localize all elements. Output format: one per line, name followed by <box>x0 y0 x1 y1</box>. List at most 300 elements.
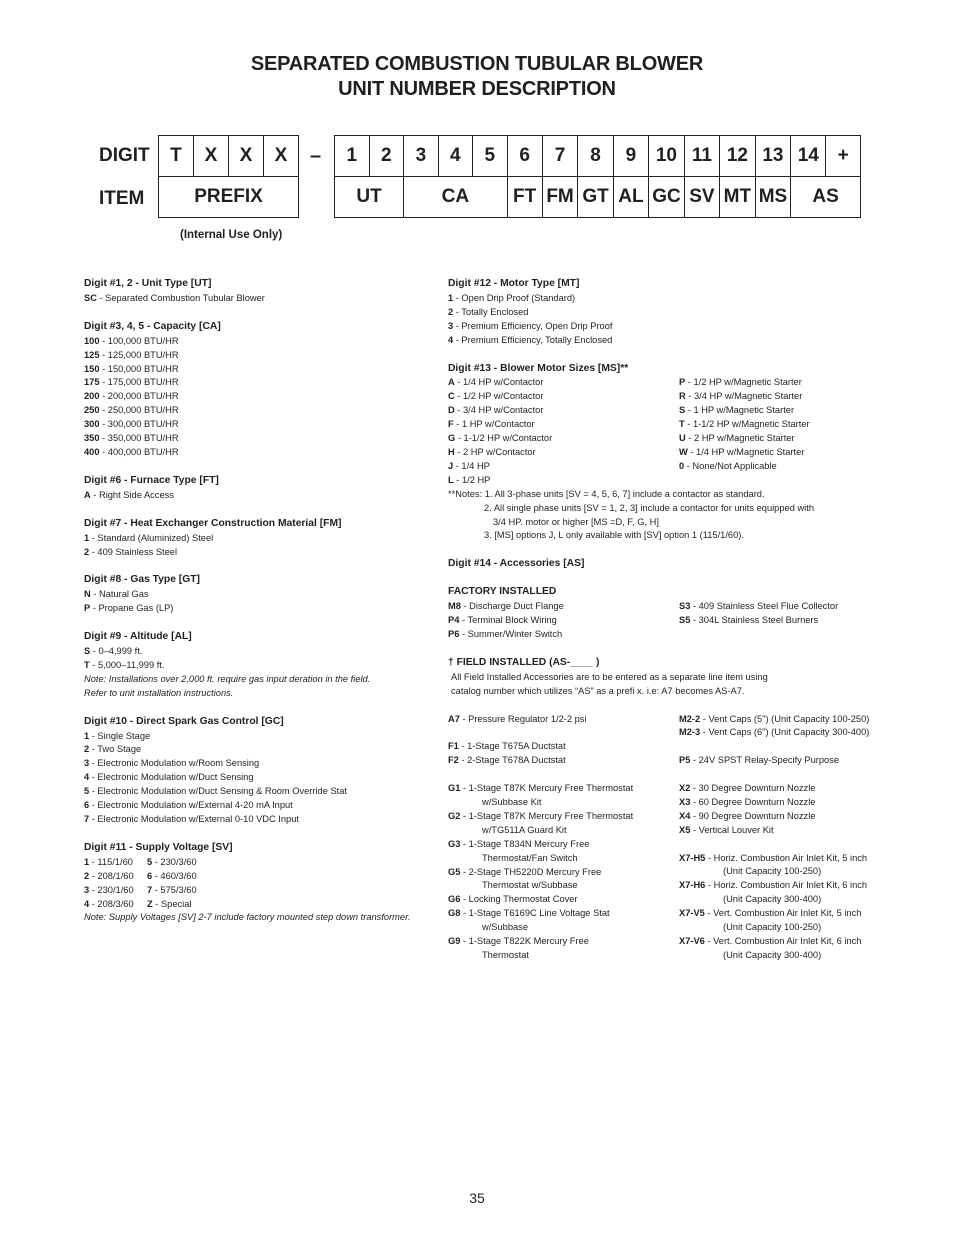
spec-pair-line <box>84 870 434 884</box>
digit-row-label: DIGIT <box>99 145 150 166</box>
spec-desc: Thermostat w/Subbase <box>482 880 578 891</box>
spec-desc: Thermostat <box>482 949 530 960</box>
spec-line <box>84 546 434 560</box>
spec-desc: - 1/4 HP w/Magnetic Starter <box>687 446 805 457</box>
spec-desc: - 1/2 HP <box>453 474 491 485</box>
spec-desc: - Single Stage <box>89 730 151 741</box>
spec-code: G9 <box>448 936 461 947</box>
spec-code: H <box>448 446 455 457</box>
internal-use-note: (Internal Use Only) <box>180 229 283 241</box>
spec-desc: - Standard (Aluminized) Steel <box>89 532 214 543</box>
spec-desc: - Special <box>152 898 192 909</box>
note-line: 3. [MS] options J, L only available with [SV] option 1 (115/1/60). <box>484 530 744 541</box>
section-heading: Digit #14 - Accessories [AS] <box>448 558 585 570</box>
spec-line <box>84 292 434 306</box>
spec-code: D <box>448 405 455 416</box>
digit-cell: 5 <box>473 136 507 177</box>
spec-pair-line <box>84 856 434 870</box>
spec-pair-cell <box>679 404 794 418</box>
digit-cell: 8 <box>578 136 613 177</box>
section-heading: Digit #7 - Heat Exchanger Construction Material [FM] <box>84 517 342 529</box>
note-line: 2. All single phase units [SV = 1, 2, 3] include a contactor for units equipped with <box>484 502 814 513</box>
spec-desc: - 208/1/60 <box>89 870 134 881</box>
accessory-line <box>448 866 679 880</box>
spec-code: P <box>84 603 91 614</box>
note-line: catalog number which utilizes “AS” as a prefi x. i.e: A7 becomes AS-A7. <box>451 685 745 696</box>
spec-line <box>84 659 434 673</box>
digit-cell: 10 <box>649 136 685 177</box>
spec-desc: - 125,000 BTU/HR <box>99 349 179 360</box>
spec-desc: - 1/2 HP w/Contactor <box>454 391 544 402</box>
prefix-digit-cell: X <box>228 136 263 177</box>
spec-code: 150 <box>84 363 100 374</box>
spec-code: G1 <box>448 783 461 794</box>
spec-code: M2-3 <box>679 727 701 738</box>
spec-pair-line <box>448 404 888 418</box>
accessory-line <box>448 879 679 893</box>
spec-desc: - Vert. Combustion Air Inlet Kit, 6 inch <box>704 936 862 947</box>
digit-cell: 14 <box>791 136 826 177</box>
spec-line <box>84 730 434 744</box>
accessory-line <box>448 713 679 727</box>
digit-cell: 2 <box>369 136 404 177</box>
page-title-line-2: UNIT NUMBER DESCRIPTION <box>338 78 616 100</box>
accessory-line <box>679 726 869 740</box>
spec-code: 6 <box>147 870 153 881</box>
spec-code: X7-V5 <box>679 908 705 919</box>
spec-desc: - Vent Caps (6") (Unit Capacity 300-400) <box>700 727 870 738</box>
spec-code: 2 <box>84 546 90 557</box>
spec-line <box>84 404 434 418</box>
spec-desc: - 3/4 HP w/Magnetic Starter <box>685 391 803 402</box>
right-column <box>448 277 888 963</box>
spec-pair-line <box>448 446 888 460</box>
spec-desc: - 30 Degree Downturn Nozzle <box>690 783 816 794</box>
spec-desc: - Horiz. Combustion Air Inlet Kit, 5 inch <box>705 852 868 863</box>
spec-pair-cell <box>679 446 804 460</box>
page-title-line-1: SEPARATED COMBUSTION TUBULAR BLOWER <box>250 53 704 75</box>
spec-line <box>84 602 434 616</box>
spec-desc: - 350,000 BTU/HR <box>99 433 179 444</box>
grid-dash: – <box>310 145 322 167</box>
spec-desc: - 175,000 BTU/HR <box>99 377 179 388</box>
spec-desc: - 1 HP w/Magnetic Starter <box>685 405 795 416</box>
spec-desc: - 1-Stage T822K Mercury Free <box>460 936 589 947</box>
spec-line <box>84 813 434 827</box>
spec-code: S3 <box>679 601 691 612</box>
spec-desc: - 409 Stainless Steel <box>89 546 178 557</box>
spec-line <box>84 645 434 659</box>
spec-desc: - 1-Stage T87K Mercury Free Thermostat <box>460 810 634 821</box>
spec-pair-cell <box>679 432 795 446</box>
spec-desc: - 409 Stainless Steel Flue Collector <box>690 601 839 612</box>
spec-desc: - Premium Efficiency, Open Drip Proof <box>453 320 613 331</box>
spec-line <box>84 489 434 503</box>
spec-pair-line <box>448 460 888 474</box>
spec-code: A7 <box>448 713 460 724</box>
accessory-line <box>679 838 869 852</box>
spec-desc: - 2-Stage T678A Ductstat <box>458 755 566 766</box>
spec-pair-line <box>84 884 434 898</box>
accessory-line <box>448 796 679 810</box>
item-cell: FT <box>507 177 542 218</box>
spec-pair-line <box>84 898 434 912</box>
field-accessory-col-right <box>679 713 869 963</box>
spec-pair-cell <box>448 600 679 614</box>
spec-line <box>84 349 434 363</box>
spec-pair-cell <box>448 432 679 446</box>
spec-desc: - 2 HP w/Contactor <box>454 446 536 457</box>
spec-code: X4 <box>679 810 691 821</box>
spec-pair-cell <box>147 870 197 884</box>
spec-line <box>84 743 434 757</box>
spec-desc: - 250,000 BTU/HR <box>99 405 179 416</box>
section-heading: Digit #10 - Direct Spark Gas Control [GC] <box>84 715 284 727</box>
digit-cell: + <box>826 136 861 177</box>
item-row-label: ITEM <box>99 188 145 209</box>
item-cell: UT <box>335 177 404 218</box>
spec-pair-cell <box>84 884 147 898</box>
section-heading: Digit #13 - Blower Motor Sizes [MS]** <box>448 362 629 374</box>
spec-code: X3 <box>679 796 691 807</box>
spec-line <box>84 446 434 460</box>
spec-desc: - 304L Stainless Steel Burners <box>690 615 819 626</box>
spec-desc: - 230/1/60 <box>89 884 134 895</box>
spec-pair-line <box>448 474 888 488</box>
spec-pair-cell <box>679 460 777 474</box>
spec-pair-cell <box>448 390 679 404</box>
spec-code: G8 <box>448 908 461 919</box>
spec-desc: w/TG511A Guard Kit <box>482 824 567 835</box>
accessory-line <box>448 768 679 782</box>
digit-cell: 13 <box>755 136 791 177</box>
spec-pair-cell <box>147 898 191 912</box>
section-heading: FACTORY INSTALLED <box>448 586 557 598</box>
spec-pair-line <box>448 432 888 446</box>
note-line: 3/4 HP. motor or higher [MS =D, F, G, H] <box>493 516 659 527</box>
spec-code: 7 <box>147 884 153 895</box>
spec-line <box>448 306 888 320</box>
spec-code: J <box>448 460 454 471</box>
spec-line <box>84 418 434 432</box>
spec-code: 250 <box>84 405 100 416</box>
accessory-line <box>448 726 679 740</box>
accessory-line <box>679 935 869 949</box>
spec-code: X2 <box>679 783 691 794</box>
spec-desc: - Totally Enclosed <box>453 306 529 317</box>
spec-desc: (Unit Capacity 100-250) <box>723 866 822 877</box>
spec-code: 100 <box>84 335 100 346</box>
spec-desc: - 1 HP w/Contactor <box>453 419 535 430</box>
spec-desc: - 2-Stage TH5220D Mercury Free <box>460 866 602 877</box>
section-heading: Digit #12 - Motor Type [MT] <box>448 278 580 289</box>
spec-code: A <box>84 489 91 500</box>
spec-desc: - 460/3/60 <box>152 870 197 881</box>
spec-code: G6 <box>448 894 461 905</box>
spec-desc: - Pressure Regulator 1/2-2 psi <box>459 713 587 724</box>
spec-pair-cell <box>679 376 802 390</box>
spec-pair-cell <box>448 460 679 474</box>
spec-code: 1 <box>84 856 90 867</box>
spec-code: 6 <box>84 800 90 811</box>
item-cell: SV <box>684 177 719 218</box>
spec-code: 2 <box>84 744 90 755</box>
spec-line <box>448 320 888 334</box>
spec-pair-cell <box>679 390 802 404</box>
spec-code: S <box>84 646 91 657</box>
accessory-line <box>679 907 869 921</box>
spec-desc: - 1-Stage T87K Mercury Free Thermostat <box>460 783 634 794</box>
note-line: Note: Installations over 2,000 ft. require gas input deration in the field. <box>84 673 371 684</box>
spec-code: Z <box>147 898 153 909</box>
digit-cell: 11 <box>684 136 719 177</box>
spec-desc: - Terminal Block Wiring <box>459 615 557 626</box>
spec-code: 5 <box>147 856 153 867</box>
spec-desc: - Premium Efficiency, Totally Enclosed <box>453 334 613 345</box>
spec-pair-line <box>448 600 888 614</box>
spec-code: T <box>84 659 90 670</box>
accessory-line <box>679 921 869 935</box>
spec-code: X7-V6 <box>679 936 705 947</box>
item-cell: AS <box>791 177 861 218</box>
left-column <box>84 277 434 925</box>
prefix-digit-cell: X <box>263 136 298 177</box>
spec-line <box>448 292 888 306</box>
spec-pair-line <box>448 418 888 432</box>
section-heading: Digit #3, 4, 5 - Capacity [CA] <box>84 320 221 332</box>
spec-line <box>84 588 434 602</box>
spec-line <box>84 376 434 390</box>
spec-pair-line <box>448 614 888 628</box>
spec-desc: (Unit Capacity 100-250) <box>723 922 822 933</box>
spec-code: 3 <box>84 884 90 895</box>
section-heading: Digit #11 - Supply Voltage [SV] <box>84 841 233 853</box>
spec-code: X5 <box>679 824 691 835</box>
spec-code: L <box>448 474 454 485</box>
accessory-line <box>448 810 679 824</box>
spec-line <box>84 771 434 785</box>
spec-code: 4 <box>84 772 90 783</box>
spec-code: P5 <box>679 755 691 766</box>
accessory-line <box>679 768 869 782</box>
section-heading: Digit #9 - Altitude [AL] <box>84 631 192 643</box>
spec-desc: - 150,000 BTU/HR <box>99 363 179 374</box>
spec-code: R <box>679 391 686 402</box>
spec-desc: - None/Not Applicable <box>684 460 777 471</box>
digit-grid <box>334 135 861 218</box>
accessory-line <box>679 824 869 838</box>
spec-code: 175 <box>84 377 100 388</box>
spec-desc: - Natural Gas <box>90 589 149 600</box>
spec-line <box>84 432 434 446</box>
section-heading: Digit #1, 2 - Unit Type [UT] <box>84 278 212 289</box>
prefix-item-cell: PREFIX <box>159 177 299 218</box>
spec-code: F2 <box>448 755 459 766</box>
prefix-digit-cell: X <box>193 136 228 177</box>
spec-code: G2 <box>448 810 461 821</box>
spec-desc: - 60 Degree Downturn Nozzle <box>690 796 816 807</box>
spec-desc: - Right Side Access <box>90 489 174 500</box>
spec-desc: - Open Drip Proof (Standard) <box>453 292 576 303</box>
spec-code: U <box>679 433 686 444</box>
spec-desc: - 24V SPST Relay-Specify Purpose <box>690 755 840 766</box>
spec-desc: - Electronic Modulation w/External 0-10 VDC Input <box>89 814 299 824</box>
section-heading: Digit #8 - Gas Type [GT] <box>84 574 200 586</box>
spec-desc: Thermostat/Fan Switch <box>482 852 578 863</box>
accessory-line <box>448 935 679 949</box>
spec-desc: - 0–4,999 ft. <box>90 646 143 657</box>
spec-code: 400 <box>84 446 100 457</box>
accessory-line <box>679 754 869 768</box>
spec-code: P4 <box>448 615 460 626</box>
spec-desc: - 230/3/60 <box>152 856 197 867</box>
spec-desc: - Horiz. Combustion Air Inlet Kit, 6 inch <box>705 880 868 891</box>
item-cell: GC <box>649 177 685 218</box>
accessory-line <box>679 810 869 824</box>
spec-pair-cell <box>679 418 810 432</box>
spec-desc: - 2 HP w/Magnetic Starter <box>685 433 795 444</box>
accessory-line <box>679 852 869 866</box>
spec-code: P <box>679 377 686 388</box>
spec-line <box>84 757 434 771</box>
spec-pair-cell <box>147 884 197 898</box>
spec-code: 3 <box>448 320 454 331</box>
digit-cell: 12 <box>720 136 756 177</box>
spec-line <box>448 334 888 348</box>
field-accessory-list <box>448 713 888 963</box>
spec-desc: - 1/4 HP w/Contactor <box>454 377 544 388</box>
spec-code: 7 <box>84 814 90 824</box>
spec-line <box>84 799 434 813</box>
digit-cell: 3 <box>404 136 438 177</box>
accessory-line <box>679 713 869 727</box>
spec-line <box>84 335 434 349</box>
spec-desc: - Electronic Modulation w/Room Sensing <box>89 758 260 769</box>
spec-pair-cell <box>448 404 679 418</box>
spec-pair-cell <box>448 418 679 432</box>
digit-cell: 1 <box>335 136 370 177</box>
accessory-line <box>448 852 679 866</box>
accessory-line <box>448 893 679 907</box>
spec-code: 3 <box>84 758 90 769</box>
accessory-line <box>448 740 679 754</box>
digit-cell: 9 <box>613 136 648 177</box>
spec-desc: - 1-1/2 HP w/Contactor <box>455 433 553 444</box>
spec-code: 1 <box>448 292 454 303</box>
note-line: Note: Supply Voltages [SV] 2-7 include factory mounted step down transformer. <box>84 912 411 923</box>
spec-desc: - Electronic Modulation w/Duct Sensing <box>89 772 254 783</box>
spec-desc: - 100,000 BTU/HR <box>99 335 179 346</box>
accessory-line <box>448 949 679 963</box>
item-cell: MT <box>720 177 756 218</box>
accessory-line <box>448 754 679 768</box>
spec-line <box>84 363 434 377</box>
spec-desc: - 1-Stage T6169C Line Voltage Stat <box>460 908 610 919</box>
spec-pair-cell <box>679 600 838 614</box>
item-cell: AL <box>613 177 648 218</box>
spec-pair-cell <box>448 446 679 460</box>
spec-desc: - Electronic Modulation w/External 4-20 mA Input <box>89 800 293 811</box>
spec-desc: - 3/4 HP w/Contactor <box>454 405 544 416</box>
accessory-line <box>448 907 679 921</box>
accessory-line <box>679 740 869 754</box>
item-cell: MS <box>755 177 791 218</box>
item-cell: CA <box>404 177 507 218</box>
spec-code: G5 <box>448 866 461 877</box>
prefix-grid <box>158 135 299 218</box>
spec-desc: - Electronic Modulation w/Duct Sensing & Room Override Stat <box>89 786 348 797</box>
spec-pair-cell <box>147 856 197 870</box>
spec-code: 350 <box>84 433 100 444</box>
spec-line <box>84 532 434 546</box>
spec-code: A <box>448 377 455 388</box>
spec-code: 1 <box>84 730 90 741</box>
note-line: Refer to unit installation instructions. <box>84 687 234 698</box>
spec-line <box>84 390 434 404</box>
spec-code: C <box>448 391 455 402</box>
note-line: All Field Installed Accessories are to be entered as a separate line item using <box>451 671 768 682</box>
accessory-line <box>679 796 869 810</box>
spec-pair-cell <box>448 628 679 642</box>
spec-pair-cell <box>84 898 147 912</box>
spec-code: S5 <box>679 615 691 626</box>
spec-code: F <box>448 419 454 430</box>
page-number: 35 <box>469 1190 485 1206</box>
spec-code: P6 <box>448 628 460 639</box>
spec-desc: - Summer/Winter Switch <box>459 628 563 639</box>
note-line: **Notes: 1. All 3-phase units [SV = 4, 5, 6, 7] include a contactor as standard. <box>448 488 765 499</box>
spec-desc: - 115/1/60 <box>89 856 133 867</box>
spec-code: SC <box>84 292 97 303</box>
spec-code: 1 <box>84 532 90 543</box>
spec-code: G3 <box>448 838 461 849</box>
spec-code: 4 <box>84 898 90 909</box>
prefix-digit-cell: T <box>159 136 194 177</box>
spec-code: N <box>84 589 91 600</box>
spec-code: 4 <box>448 334 454 345</box>
spec-desc: - Two Stage <box>89 744 142 755</box>
accessory-line <box>448 921 679 935</box>
spec-pair-cell <box>84 856 147 870</box>
spec-line <box>84 785 434 799</box>
spec-desc: - 1/4 HP <box>453 460 490 471</box>
accessory-line <box>679 782 869 796</box>
spec-desc: - 208/3/60 <box>89 898 134 909</box>
spec-desc: - 400,000 BTU/HR <box>99 446 179 457</box>
spec-desc: (Unit Capacity 300-400) <box>723 894 822 905</box>
spec-code: 5 <box>84 786 90 797</box>
spec-code: 0 <box>679 460 685 471</box>
spec-desc: - 1-1/2 HP w/Magnetic Starter <box>684 419 810 430</box>
digit-cell: 7 <box>542 136 578 177</box>
spec-desc: - 1-Stage T675A Ductstat <box>458 741 566 752</box>
field-accessory-col-left <box>448 713 679 963</box>
spec-pair-cell <box>448 474 679 488</box>
accessory-line <box>679 879 869 893</box>
spec-code: 2 <box>448 306 454 317</box>
digit-cell: 6 <box>507 136 542 177</box>
spec-code: 2 <box>84 870 90 881</box>
accessory-line <box>679 865 869 879</box>
accessory-line <box>679 949 869 963</box>
spec-desc: - Discharge Duct Flange <box>460 601 564 612</box>
spec-code: M2-2 <box>679 713 701 724</box>
spec-desc: - Vertical Louver Kit <box>690 824 774 835</box>
spec-desc: - Separated Combustion Tubular Blower <box>96 292 265 303</box>
spec-pair-cell <box>679 614 818 628</box>
spec-code: X7-H6 <box>679 880 706 891</box>
spec-code: F1 <box>448 741 459 752</box>
